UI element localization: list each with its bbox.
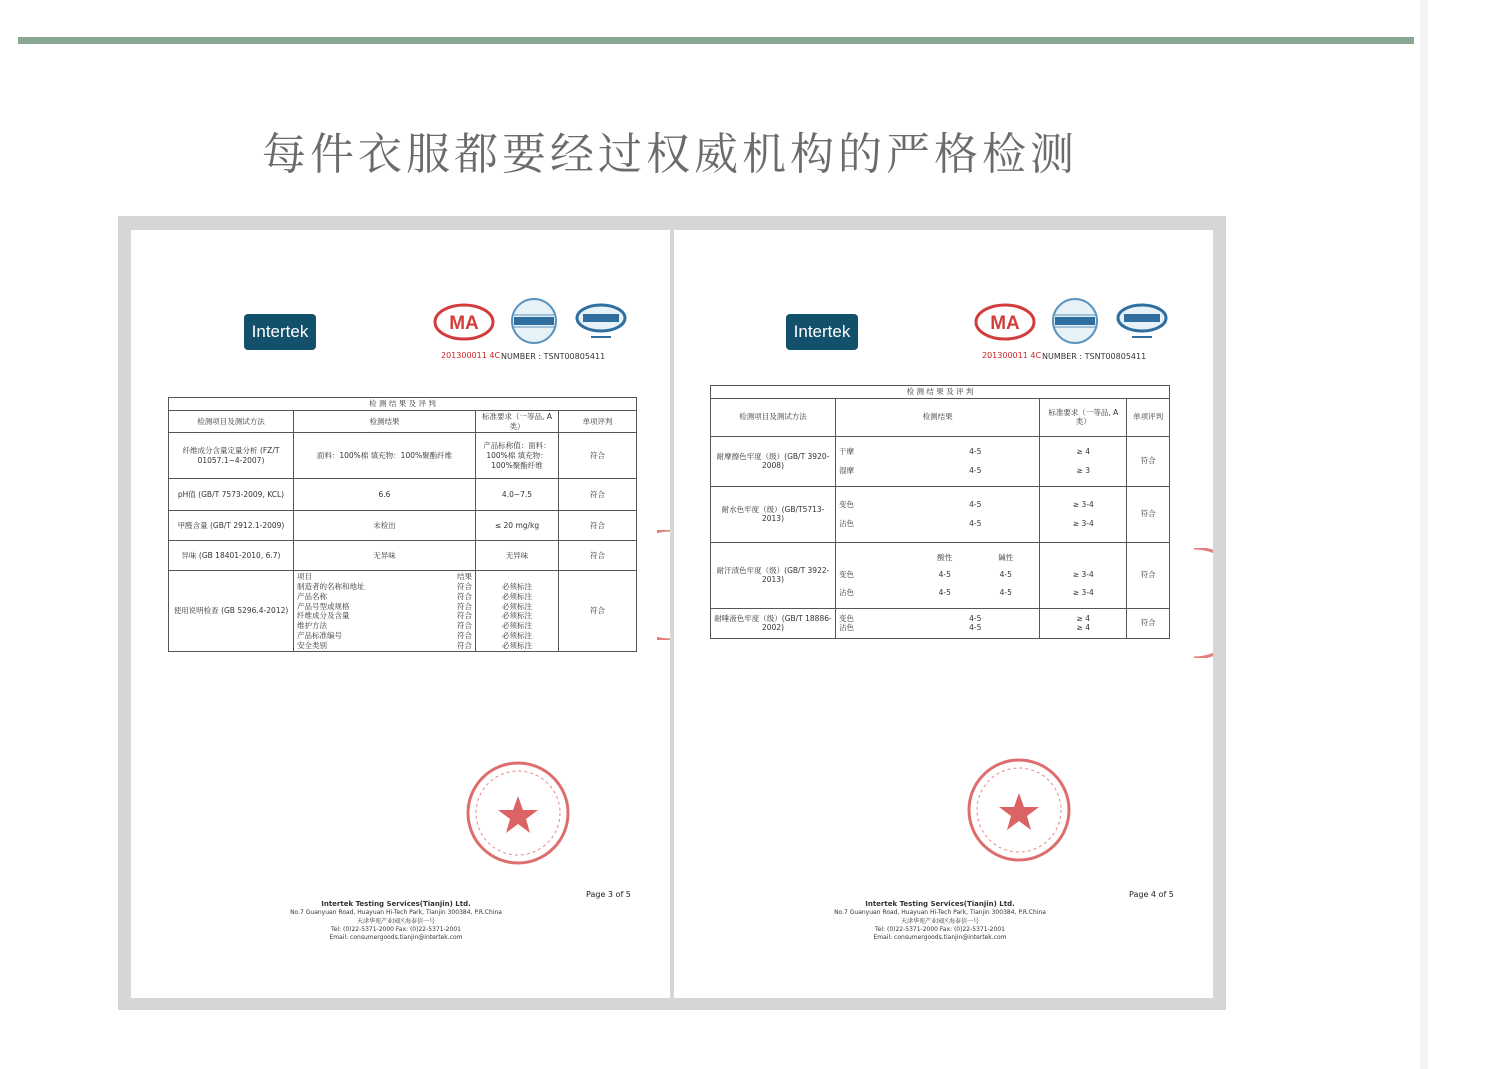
seam-seal-icon	[657, 530, 670, 640]
row-requirement: 无异味	[476, 541, 559, 571]
group-values	[911, 542, 1040, 608]
group-keys	[836, 436, 912, 486]
report-number: NUMBER : TSNT00805411	[501, 352, 606, 361]
entry-name: 产品标准编号	[297, 630, 342, 640]
row-judgement: 符合	[559, 479, 637, 511]
company-seal-icon	[964, 755, 1074, 865]
row-item: 纤维成分含量定量分析 (FZ/T 01057.1~4-2007)	[169, 433, 294, 479]
row-value: 4-5	[999, 570, 1012, 580]
svg-text:MA: MA	[449, 313, 479, 334]
group-judgement: 符合	[1127, 436, 1170, 486]
row-item: 异味 (GB 18401-2010, 6.7)	[169, 541, 294, 571]
ilac-mra-mark-icon	[512, 299, 556, 343]
header-item: 检测项目及测试方法	[711, 398, 836, 436]
row-value: 4-5	[969, 466, 982, 476]
entry-requirement: 必须标注	[502, 621, 532, 630]
report-frame	[118, 216, 1226, 1010]
address-line: 天津华苑产业园区海泰信一号	[900, 917, 979, 925]
row-value: 4-5	[938, 588, 951, 598]
header-judgement: 单项评判	[1127, 398, 1170, 436]
row-judgement: 符合	[559, 433, 637, 479]
row-requirement: ≥ 4	[1076, 446, 1090, 456]
page-number: Page 4 of 5	[1129, 890, 1174, 899]
row-judgement: 符合	[559, 511, 637, 541]
row-requirement: ≤ 20 mg/kg	[476, 511, 559, 541]
row-judgement: 符合	[559, 541, 637, 571]
row-value: 4-5	[969, 446, 982, 456]
header-requirement: 标准要求（一等品, A类）	[476, 410, 559, 433]
entry-name: 产品号型或规格	[297, 601, 350, 611]
company-footer	[810, 900, 1070, 942]
table-title: 检 测 结 果 及 评 判	[169, 398, 637, 411]
header-item: 检测项目及测试方法	[169, 410, 294, 433]
cnas-mark-icon	[1118, 305, 1166, 337]
header-requirement: 标准要求（一等品, A类）	[1040, 398, 1127, 436]
row-key: 变色	[839, 570, 854, 580]
cnas-mark-icon	[577, 305, 625, 337]
label-check-results	[294, 571, 476, 652]
group-values	[911, 608, 1040, 638]
intertek-logo: Intertek	[786, 314, 858, 350]
row-key: 变色	[839, 499, 854, 509]
entry-result: 符合	[457, 601, 472, 611]
group-requirements	[1040, 608, 1127, 638]
row-value: 4-5	[999, 588, 1012, 598]
row-value: 4-5	[938, 570, 951, 580]
header-result: 检测结果	[836, 398, 1040, 436]
group-item: 耐汗渍色牢度（级）(GB/T 3922-2013)	[711, 542, 836, 608]
row-key: 沾色	[839, 588, 854, 598]
company-footer	[266, 900, 526, 942]
entry-name: 产品名称	[297, 591, 327, 601]
row-requirement: ≥ 3	[1076, 466, 1090, 476]
row-requirement: 产品标称值：面料：100%棉 填充物：100%聚酯纤维	[476, 433, 559, 479]
row-value: 4-5	[969, 623, 982, 633]
label-check-requirements	[476, 571, 559, 652]
row-item: pH值 (GB/T 7573-2009, KCL)	[169, 479, 294, 511]
entry-result: 符合	[457, 621, 472, 630]
page-number: Page 3 of 5	[586, 890, 631, 899]
group-judgement: 符合	[1127, 608, 1170, 638]
row-item: 甲醛含量 (GB/T 2912.1-2009)	[169, 511, 294, 541]
address-line: Tel: (0)22-5371-2000 Fax: (0)22-5371-2001	[331, 925, 461, 933]
row-requirement: ≥ 3-4	[1072, 499, 1094, 509]
row-key: 沾色	[839, 519, 854, 529]
row-requirement: ≥ 4	[1076, 613, 1090, 623]
header-judgement: 单项评判	[559, 410, 637, 433]
row-key: 变色	[839, 613, 854, 623]
cma-certificate-number: 201300011 4C	[982, 351, 1042, 360]
entry-result: 符合	[457, 611, 472, 621]
report-page-3	[131, 230, 670, 998]
address-line: Email: consumergoods.tianjin@intertek.com	[873, 933, 1007, 941]
entry-requirement: 必须标注	[502, 611, 532, 621]
intertek-logo: Intertek	[244, 314, 316, 350]
results-table-page-4	[710, 385, 1170, 639]
row-key: 湿摩	[839, 466, 854, 476]
group-keys	[836, 608, 912, 638]
row-value: 4-5	[969, 519, 982, 529]
entry-requirement: 必须标注	[502, 601, 532, 611]
entry-name: 纤维成分及含量	[297, 611, 350, 621]
header-result: 检测结果	[294, 410, 476, 433]
address-line: No.7 Guanyuan Road, Huayuan Hi-Tech Park, Tianjin 300384, P.R.China	[834, 909, 1046, 917]
entry-result: 符合	[457, 640, 472, 650]
group-item: 耐唾液色牢度（级）(GB/T 18886-2002)	[711, 608, 836, 638]
row-key: 干摩	[839, 446, 854, 456]
entry-name: 制造者的名称和地址	[297, 582, 365, 591]
results-table-page-3	[168, 397, 637, 652]
page-headline: 每件衣服都要经过权威机构的严格检测	[262, 129, 1078, 180]
group-judgement: 符合	[1127, 542, 1170, 608]
group-judgement: 符合	[1127, 486, 1170, 542]
entry-requirement: 必须标注	[502, 582, 532, 591]
entry-result: 符合	[457, 591, 472, 601]
group-item: 耐水色牢度（级）(GB/T5713-2013)	[711, 486, 836, 542]
group-item: 耐摩擦色牢度（级）(GB/T 3920-2008)	[711, 436, 836, 486]
group-keys	[836, 486, 912, 542]
company-name: Intertek Testing Services(Tianjin) Ltd.	[321, 900, 471, 908]
row-result: 无异味	[294, 541, 476, 571]
cma-certificate-number: 201300011 4C	[441, 351, 501, 360]
group-requirements	[1040, 542, 1127, 608]
svg-text:MA: MA	[990, 313, 1020, 334]
ilac-mra-mark-icon	[1053, 299, 1097, 343]
row-requirement: ≥ 3-4	[1072, 588, 1094, 598]
row-requirement: ≥ 4	[1076, 623, 1090, 633]
group-keys	[836, 542, 912, 608]
row-requirement: 4.0~7.5	[476, 479, 559, 511]
report-page-4	[674, 230, 1213, 998]
group-values	[911, 436, 1040, 486]
sub-header-acid: 酸性	[937, 552, 953, 562]
group-values	[911, 486, 1040, 542]
address-line: 天津华苑产业园区海泰信一号	[356, 917, 435, 925]
sub-header-result: 结果	[457, 572, 472, 582]
entry-name: 维护方法	[297, 621, 327, 630]
address-line: No.7 Guanyuan Road, Huayuan Hi-Tech Park, Tianjin 300384, P.R.China	[290, 909, 502, 917]
row-key: 沾色	[839, 623, 854, 633]
label-check-judgement: 符合	[559, 571, 637, 652]
right-edge-strip	[1420, 0, 1428, 1069]
sub-header-alkali: 碱性	[998, 552, 1014, 562]
entry-requirement: 必须标注	[502, 640, 532, 650]
report-number: NUMBER : TSNT00805411	[1042, 352, 1147, 361]
cma-mark-icon	[976, 305, 1034, 339]
row-requirement: ≥ 3-4	[1072, 570, 1094, 580]
top-accent-bar	[18, 37, 1414, 44]
entry-result: 符合	[457, 582, 472, 591]
table-title: 检 测 结 果 及 评 判	[711, 386, 1170, 399]
label-check-item: 使用说明检查 (GB 5296.4-2012)	[169, 571, 294, 652]
row-value: 4-5	[969, 499, 982, 509]
seam-seal-icon	[1194, 548, 1213, 658]
row-value: 4-5	[969, 613, 982, 623]
entry-name: 安全类别	[297, 640, 327, 650]
company-name: Intertek Testing Services(Tianjin) Ltd.	[865, 900, 1015, 908]
address-line: Email: consumergoods.tianjin@intertek.com	[329, 933, 463, 941]
sub-header-item: 项目	[297, 572, 312, 582]
company-seal-icon	[463, 758, 573, 868]
entry-requirement: 必须标注	[502, 591, 532, 601]
address-line: Tel: (0)22-5371-2000 Fax: (0)22-5371-2001	[875, 925, 1005, 933]
row-result: 未检出	[294, 511, 476, 541]
entry-result: 符合	[457, 630, 472, 640]
entry-requirement: 必须标注	[502, 630, 532, 640]
cma-mark-icon	[435, 305, 493, 339]
row-requirement: ≥ 3-4	[1072, 519, 1094, 529]
row-result: 面料：100%棉 填充物：100%聚酯纤维	[294, 433, 476, 479]
row-result: 6.6	[294, 479, 476, 511]
group-requirements	[1040, 436, 1127, 486]
group-requirements	[1040, 486, 1127, 542]
